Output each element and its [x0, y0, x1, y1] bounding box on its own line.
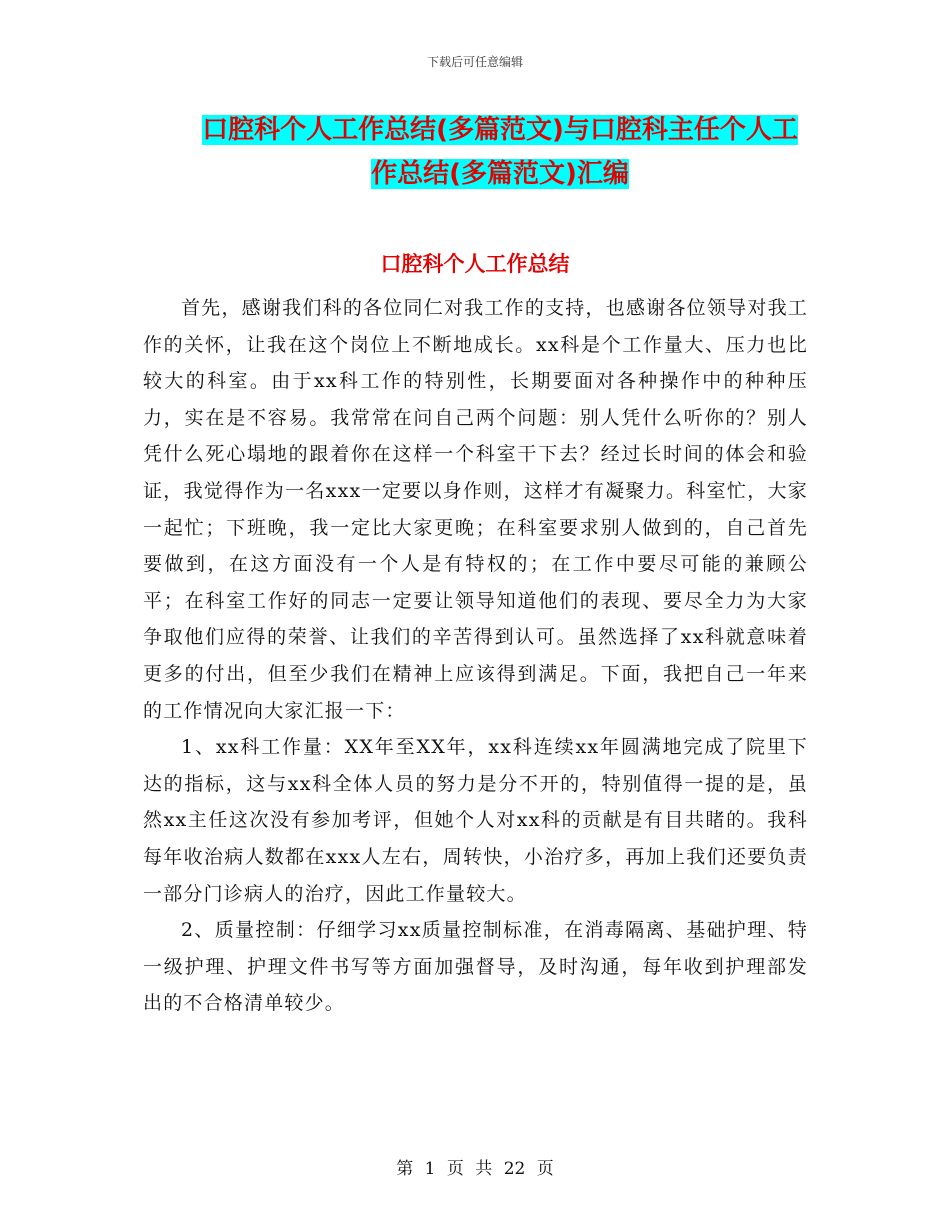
document-title-line-1: 口腔科个人工作总结(多篇范文)与口腔科主任个人工 [202, 115, 798, 145]
page-footer: 第 1 页 共 22 页 [396, 1159, 554, 1179]
document-title [160, 108, 840, 196]
document-title-line-2: 作总结(多篇范文)汇编 [371, 159, 629, 189]
paragraph-quality-control: 2、质量控制：仔细学习xx质量控制标准，在消毒隔离、基础护理、特一级护理、护理文件书写等方面加强督导，及时沟通，每年收到护理部发出的不合格清单较少。 [143, 919, 808, 1015]
paragraph-intro: 首先，感谢我们科的各位同仁对我工作的支持，也感谢各位领导对我工作的关怀，让我在这个岗位上不断地成长。xx科是个工作量大、压力也比较大的科室。由于xx科工作的特别性，长期要面对各种操作中的种种压力，实在是不容易。我常常在问自己两个问题：别人凭什么听你的？别人凭什么死心塌地的跟着你在这样一个科室干下去？经过长时间的体会和验证，我觉得作为一名xxx一定要以身作则，这样才有凝聚力。科室忙，大家一起忙；下班晚，我一定比大家更晚；在科室要求别人做到的，自己首先要做到，在这方面没有一个人是有特权的；在工作中要尽可能的兼顾公平；在科室工作好的同志一定要让领导知道他们的表现、要尽全力为大家争取他们应得的荣誉、让我们的辛苦得到认可。虽然选择了xx科就意味着更多的付出，但至少我们在精神上应该得到满足。下面，我把自己一年来的工作情况向大家汇报一下： [143, 297, 808, 722]
section-title: 口腔科个人工作总结 [380, 252, 570, 276]
paragraph-workload: 1、xx科工作量：XX年至XX年，xx科连续xx年圆满地完成了院里下达的指标，这与xx科全体人员的努力是分不开的，特别值得一提的是，虽然xx主任这次没有参加考评，但她个人对xx科的贡献是有目共睹的。我科每年收治病人数都在xxx人左右，周转快，小治疗多，再加上我们还要负责一部分门诊病人的治疗，因此工作量较大。 [143, 736, 808, 905]
body-text [143, 290, 808, 1022]
header-note: 下载后可任意编辑 [426, 55, 523, 69]
